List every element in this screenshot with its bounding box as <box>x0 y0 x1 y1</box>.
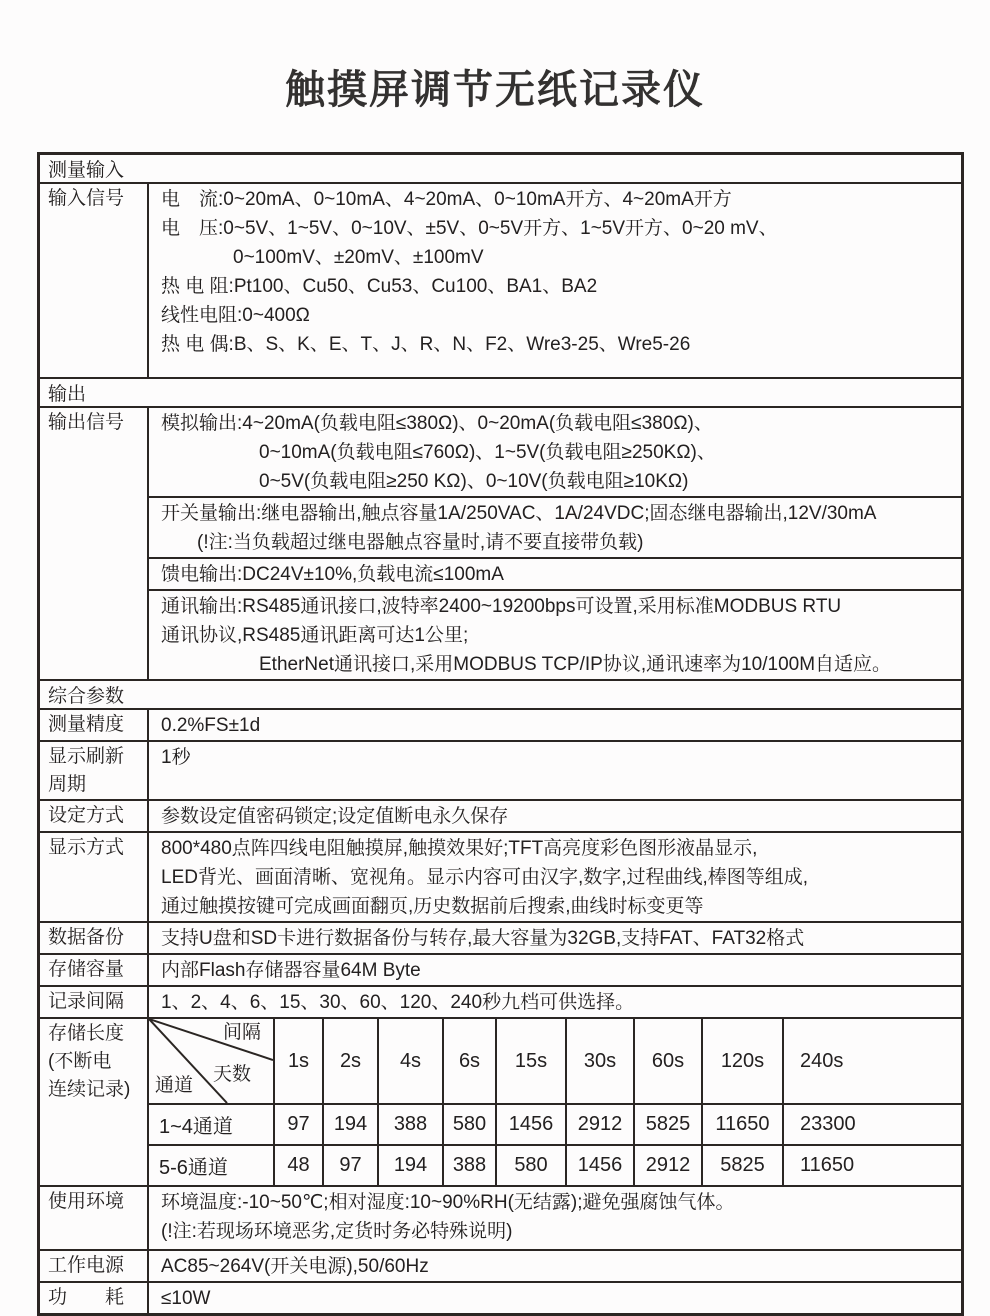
subrow-comm-output <box>149 589 961 679</box>
row-content-storage-length <box>149 1019 961 1185</box>
row-content-power-supply <box>149 1251 961 1281</box>
subrow-feed-output <box>149 557 961 589</box>
storage-row-name: 1~4通道 <box>149 1103 273 1144</box>
row-label-record-interval: 记录间隔 <box>40 987 149 1017</box>
spec-line: 0~100mV、±20mV、±100mV <box>233 247 484 268</box>
storage-col-header: 1s <box>273 1019 322 1103</box>
corner-channel-label: 通道 <box>155 1075 194 1096</box>
spec-line: AC85~264V(开关电源),50/60Hz <box>161 1256 429 1277</box>
spec-line: 线性电阻:0~400Ω <box>161 305 310 326</box>
page-title: 触摸屏调节无纸记录仪 <box>285 68 705 112</box>
row-accuracy <box>40 708 961 740</box>
row-label-storage-capacity: 存储容量 <box>40 955 149 985</box>
storage-table <box>149 1019 961 1185</box>
section-label: 输出 <box>48 384 87 405</box>
row-environment <box>40 1185 961 1249</box>
spec-line: 电 压:0~5V、1~5V、0~10V、±5V、0~5V开方、1~5V开方、0~20 mV、 <box>161 218 778 239</box>
corner-days-label: 天数 <box>213 1064 252 1085</box>
subrow-analog-output <box>149 408 961 496</box>
row-content-data-backup <box>149 923 961 953</box>
spec-line: 环境温度:-10~50℃;相对湿度:10~90%RH(无结露);避免强腐蚀气体。 <box>161 1192 735 1213</box>
spec-line: 热 电 偶:B、S、K、E、T、J、R、N、F2、Wre3-25、Wre5-26 <box>161 334 691 355</box>
row-input-signal <box>40 182 961 377</box>
storage-value-cell: 2912 <box>633 1144 701 1185</box>
row-label-output-signal: 输出信号 <box>40 408 149 679</box>
storage-value-cell: 97 <box>273 1103 322 1144</box>
storage-col-header: 6s <box>442 1019 495 1103</box>
storage-col-header: 120s <box>701 1019 782 1103</box>
subrow-switch-output <box>149 496 961 557</box>
storage-value-cell: 97 <box>322 1144 377 1185</box>
row-label-line: 连续记录) <box>48 1079 131 1100</box>
storage-value-cell: 1456 <box>495 1103 565 1144</box>
spec-line: ≤10W <box>161 1288 211 1309</box>
row-power-consumption <box>40 1281 961 1313</box>
spec-line: LED背光、画面清晰、宽视角。显示内容可由汉字,数字,过程曲线,棒图等组成, <box>161 867 809 888</box>
row-label-display-mode: 显示方式 <box>40 833 149 921</box>
row-data-backup <box>40 921 961 953</box>
row-label-storage-length <box>40 1019 149 1185</box>
storage-row-name: 5-6通道 <box>149 1144 273 1185</box>
storage-value-cell: 48 <box>273 1144 322 1185</box>
row-content-storage-capacity <box>149 955 961 985</box>
row-storage-capacity <box>40 953 961 985</box>
row-content-power-consumption <box>149 1283 961 1313</box>
storage-corner-cell <box>149 1019 273 1103</box>
section-header-general-params <box>40 679 961 708</box>
row-label-line: 存储长度 <box>48 1023 125 1044</box>
row-label-input-signal: 输入信号 <box>40 184 149 377</box>
spec-line: 参数设定值密码锁定;设定值断电永久保存 <box>161 806 509 827</box>
spec-line: 通讯输出:RS485通讯接口,波特率2400~19200bps可设置,采用标准MODBUS RTU <box>161 596 842 617</box>
spec-line: 热 电 阻:Pt100、Cu50、Cu53、Cu100、BA1、BA2 <box>161 276 598 297</box>
row-setting-mode <box>40 799 961 831</box>
row-content-refresh-cycle <box>149 742 961 799</box>
storage-value-cell: 23300 <box>782 1103 961 1144</box>
storage-value-cell: 580 <box>442 1103 495 1144</box>
storage-value-cell: 11650 <box>782 1144 961 1185</box>
spec-line: 0.2%FS±1d <box>161 715 261 736</box>
row-storage-length <box>40 1017 961 1185</box>
spec-line: 支持U盘和SD卡进行数据备份与转存,最大容量为32GB,支持FAT、FAT32格式 <box>161 928 805 949</box>
row-refresh-cycle <box>40 740 961 799</box>
row-output-signal <box>40 406 961 679</box>
storage-col-header: 15s <box>495 1019 565 1103</box>
row-record-interval <box>40 985 961 1017</box>
row-content-environment <box>149 1187 961 1249</box>
section-header-measure-input <box>40 155 961 182</box>
row-label-setting-mode: 设定方式 <box>40 801 149 831</box>
spec-line: 800*480点阵四线电阻触摸屏,触摸效果好;TFT高亮度彩色图形液晶显示, <box>161 838 758 859</box>
storage-col-header: 2s <box>322 1019 377 1103</box>
row-label-line: (不断电 <box>48 1051 112 1072</box>
storage-col-header: 4s <box>377 1019 442 1103</box>
storage-col-header: 30s <box>565 1019 633 1103</box>
row-label-accuracy: 测量精度 <box>40 710 149 740</box>
spec-line: 0~5V(负载电阻≥250 KΩ)、0~10V(负载电阻≥10KΩ) <box>259 471 689 492</box>
spec-line: 馈电输出:DC24V±10%,负载电流≤100mA <box>161 564 504 585</box>
row-label-environment: 使用环境 <box>40 1187 149 1249</box>
section-header-output <box>40 377 961 406</box>
spec-line: EtherNet通讯接口,采用MODBUS TCP/IP协议,通讯速率为10/100M自适应。 <box>259 654 892 675</box>
spec-table <box>37 152 964 1316</box>
spec-line: 0~10mA(负载电阻≤760Ω)、1~5V(负载电阻≥250KΩ)、 <box>259 442 716 463</box>
row-label-power-consumption: 功 耗 <box>40 1283 149 1313</box>
spec-line: 电 流:0~20mA、0~10mA、4~20mA、0~10mA开方、4~20mA开方 <box>161 189 732 210</box>
storage-value-cell: 5825 <box>701 1144 782 1185</box>
storage-value-cell: 194 <box>322 1103 377 1144</box>
storage-value-cell: 1456 <box>565 1144 633 1185</box>
spec-line: 通讯协议,RS485通讯距离可达1公里; <box>161 625 469 646</box>
row-label-power-supply: 工作电源 <box>40 1251 149 1281</box>
storage-value-cell: 580 <box>495 1144 565 1185</box>
row-label-refresh-cycle <box>40 742 149 799</box>
spec-line: 1秒 <box>161 747 191 768</box>
spec-line: 开关量输出:继电器输出,触点容量1A/250VAC、1A/24VDC;固态继电器输出,12V/30mA <box>161 503 877 524</box>
row-content-output-signal <box>149 408 961 679</box>
row-content-accuracy <box>149 710 961 740</box>
spec-line: (!注:当负载超过继电器触点容量时,请不要直接带负载) <box>197 532 644 553</box>
storage-value-cell: 388 <box>442 1144 495 1185</box>
row-content-input-signal <box>149 184 961 377</box>
row-power-supply <box>40 1249 961 1281</box>
storage-value-cell: 194 <box>377 1144 442 1185</box>
row-label-line: 周期 <box>48 774 87 795</box>
spec-line: 内部Flash存储器容量64M Byte <box>161 960 421 981</box>
row-content-record-interval <box>149 987 961 1017</box>
storage-value-cell: 11650 <box>701 1103 782 1144</box>
storage-value-cell: 388 <box>377 1103 442 1144</box>
corner-interval-label: 间隔 <box>222 1022 261 1043</box>
spec-line: 模拟输出:4~20mA(负载电阻≤380Ω)、0~20mA(负载电阻≤380Ω)、 <box>161 413 713 434</box>
row-display-mode <box>40 831 961 921</box>
spec-line: 通过触摸按键可完成画面翻页,历史数据前后搜索,曲线时标变更等 <box>161 896 704 917</box>
spec-line: (!注:若现场环境恶劣,定货时务必特殊说明) <box>161 1221 513 1242</box>
storage-col-header: 60s <box>633 1019 701 1103</box>
storage-value-cell: 5825 <box>633 1103 701 1144</box>
section-label: 测量输入 <box>48 160 125 181</box>
row-content-display-mode <box>149 833 961 921</box>
storage-value-cell: 2912 <box>565 1103 633 1144</box>
row-label-line: 显示刷新 <box>48 746 125 767</box>
section-label: 综合参数 <box>48 686 125 707</box>
row-label-data-backup: 数据备份 <box>40 923 149 953</box>
storage-col-header: 240s <box>782 1019 961 1103</box>
row-content-setting-mode <box>149 801 961 831</box>
spec-line: 1、2、4、6、15、30、60、120、240秒九档可供选择。 <box>161 992 635 1013</box>
